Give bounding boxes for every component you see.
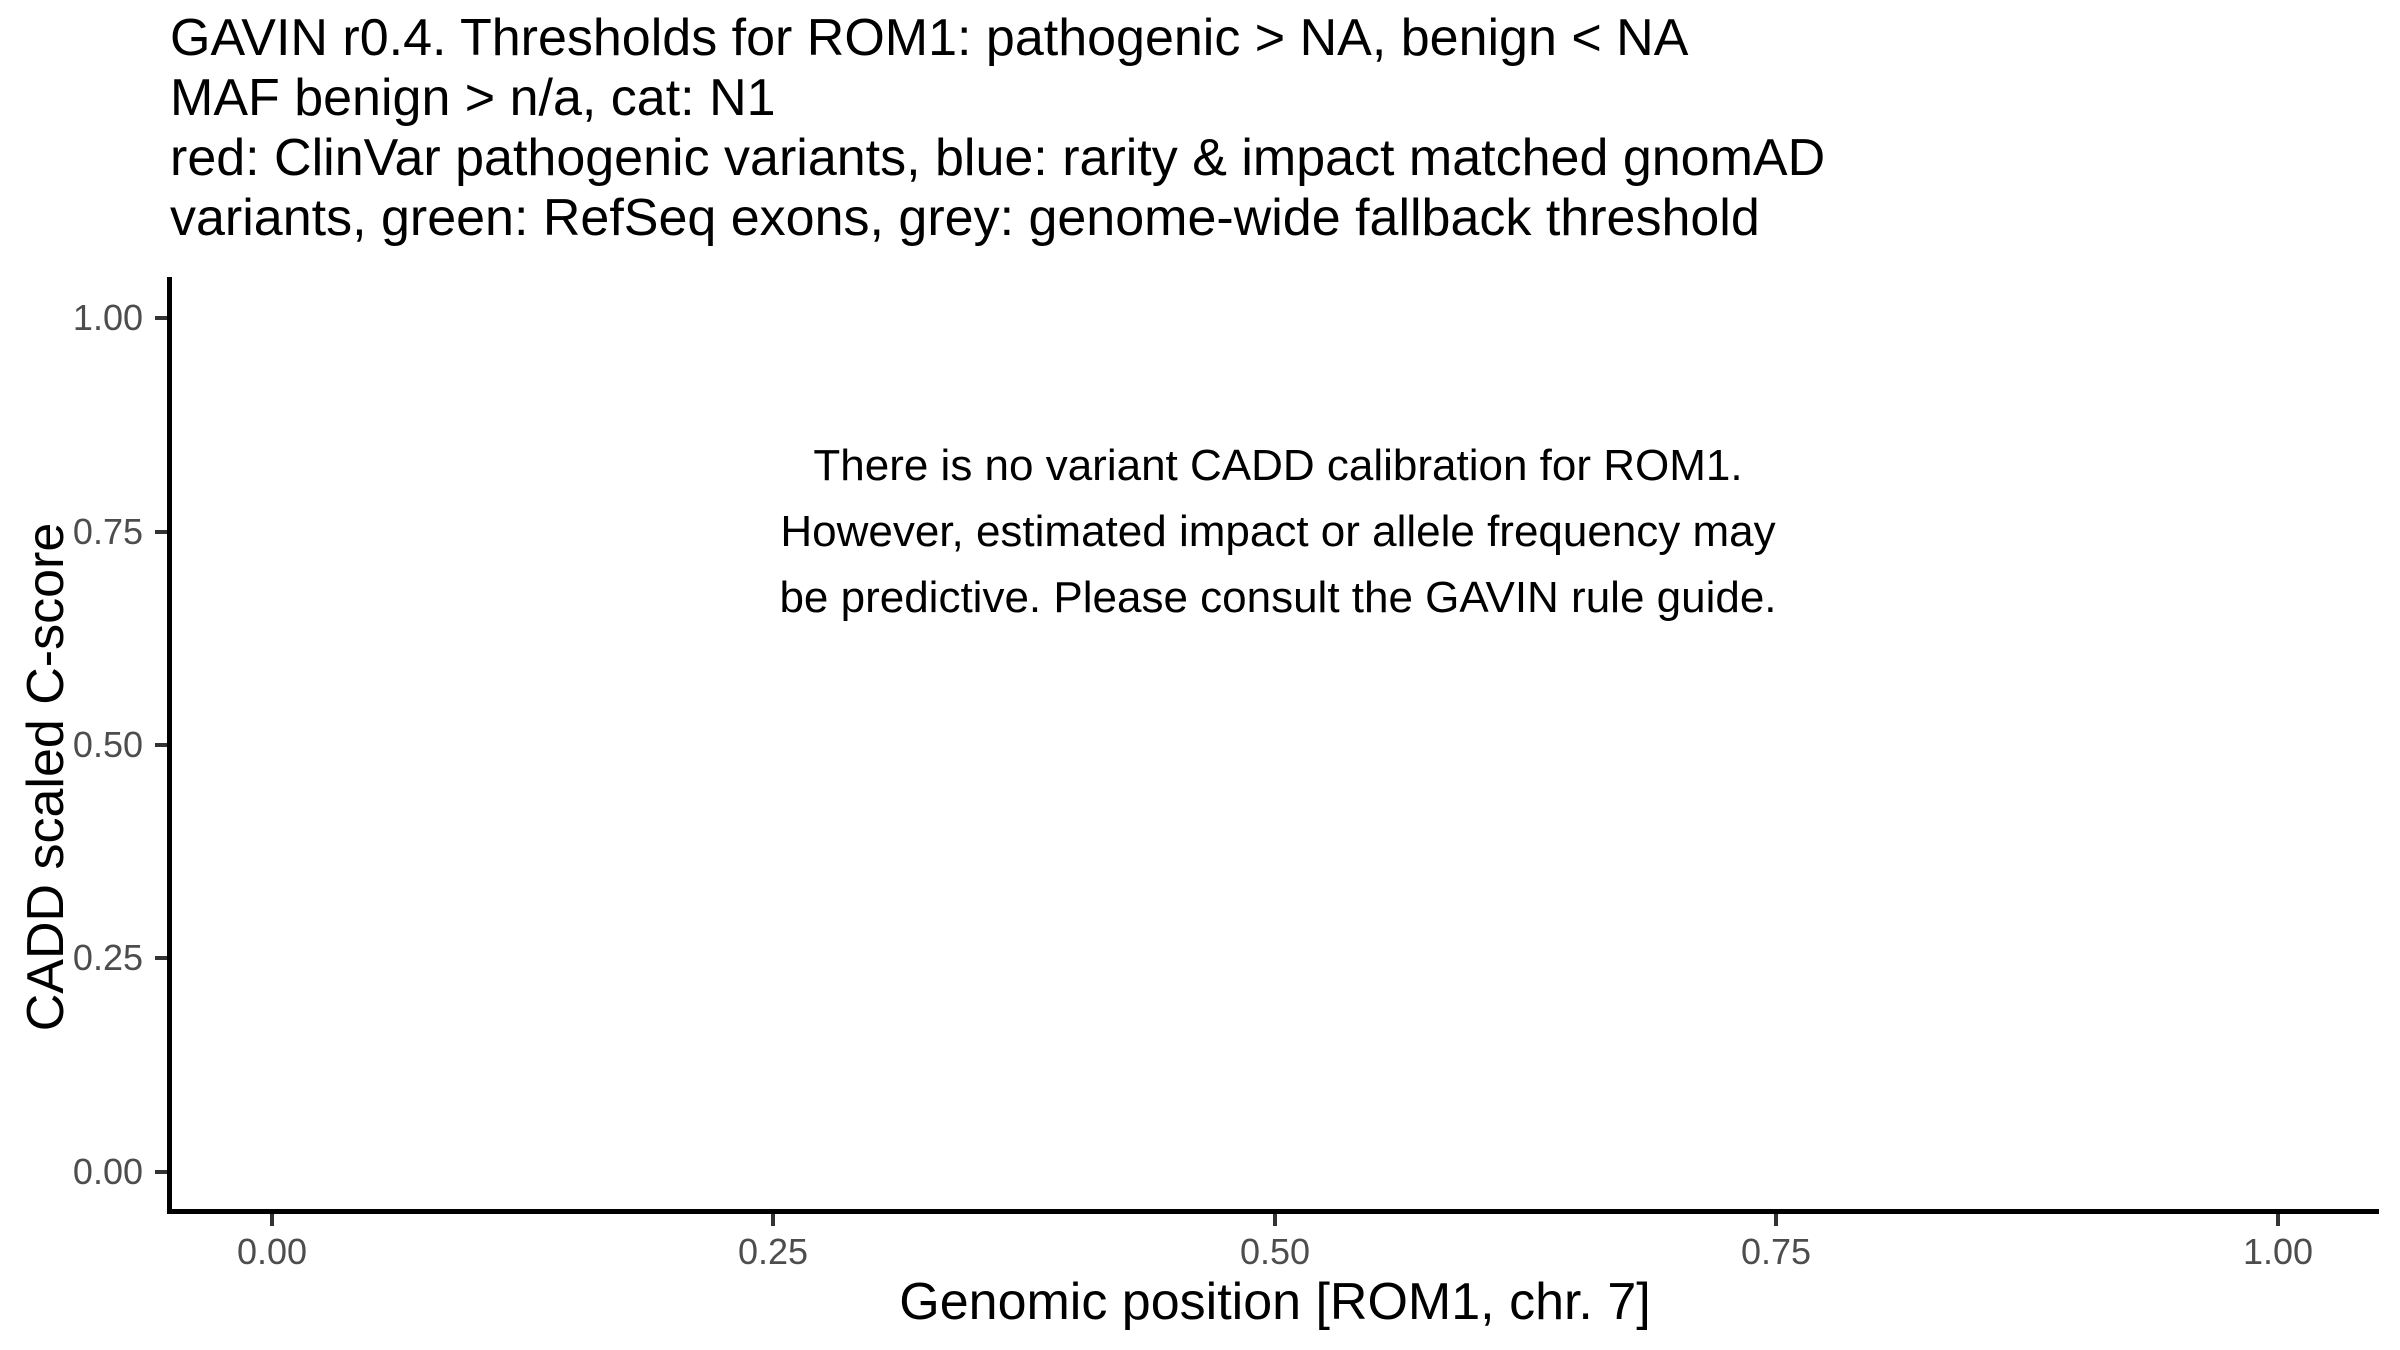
plot-title-line-2: MAF benign > n/a, cat: N1 — [170, 69, 776, 127]
y-tick-label: 1.00 — [72, 297, 143, 338]
y-tick-mark — [155, 316, 167, 320]
x-tick-mark — [2276, 1214, 2280, 1226]
x-axis-title: Genomic position [ROM1, chr. 7] — [899, 1273, 1651, 1331]
no-calibration-message-line-2: However, estimated impact or allele frequency may — [780, 507, 1776, 556]
plot-title-line-1: GAVIN r0.4. Thresholds for ROM1: pathogenic > NA, benign < NA — [170, 9, 1689, 67]
y-tick-label: 0.75 — [72, 511, 143, 552]
x-tick-label: 0.50 — [1239, 1231, 1311, 1272]
y-axis-title: CADD scaled C-score — [17, 522, 75, 1032]
x-tick-label: 0.75 — [1740, 1231, 1812, 1272]
y-tick-mark — [155, 530, 167, 534]
x-tick-mark — [771, 1214, 775, 1226]
y-tick-label: 0.50 — [72, 724, 143, 765]
x-tick-label: 0.00 — [236, 1231, 308, 1272]
no-calibration-message-line-3: be predictive. Please consult the GAVIN rule guide. — [779, 573, 1777, 622]
plot-title-line-4: variants, green: RefSeq exons, grey: genome-wide fallback threshold — [170, 189, 1760, 247]
y-tick-mark — [155, 956, 167, 960]
plot-title — [170, 8, 1825, 248]
y-tick-label: 0.00 — [72, 1151, 143, 1192]
x-tick-label: 1.00 — [2242, 1231, 2314, 1272]
x-tick-label: 0.25 — [737, 1231, 809, 1272]
y-tick-label: 0.25 — [72, 937, 143, 978]
x-tick-mark — [270, 1214, 274, 1226]
no-calibration-message-line-1: There is no variant CADD calibration for ROM1. — [813, 441, 1743, 490]
plot-title-line-3: red: ClinVar pathogenic variants, blue: rarity & impact matched gnomAD — [170, 129, 1826, 187]
x-tick-mark — [1273, 1214, 1277, 1226]
y-tick-mark — [155, 743, 167, 747]
no-calibration-message — [478, 433, 2078, 631]
y-tick-mark — [155, 1170, 167, 1174]
y-axis-line — [167, 277, 172, 1214]
x-tick-mark — [1774, 1214, 1778, 1226]
